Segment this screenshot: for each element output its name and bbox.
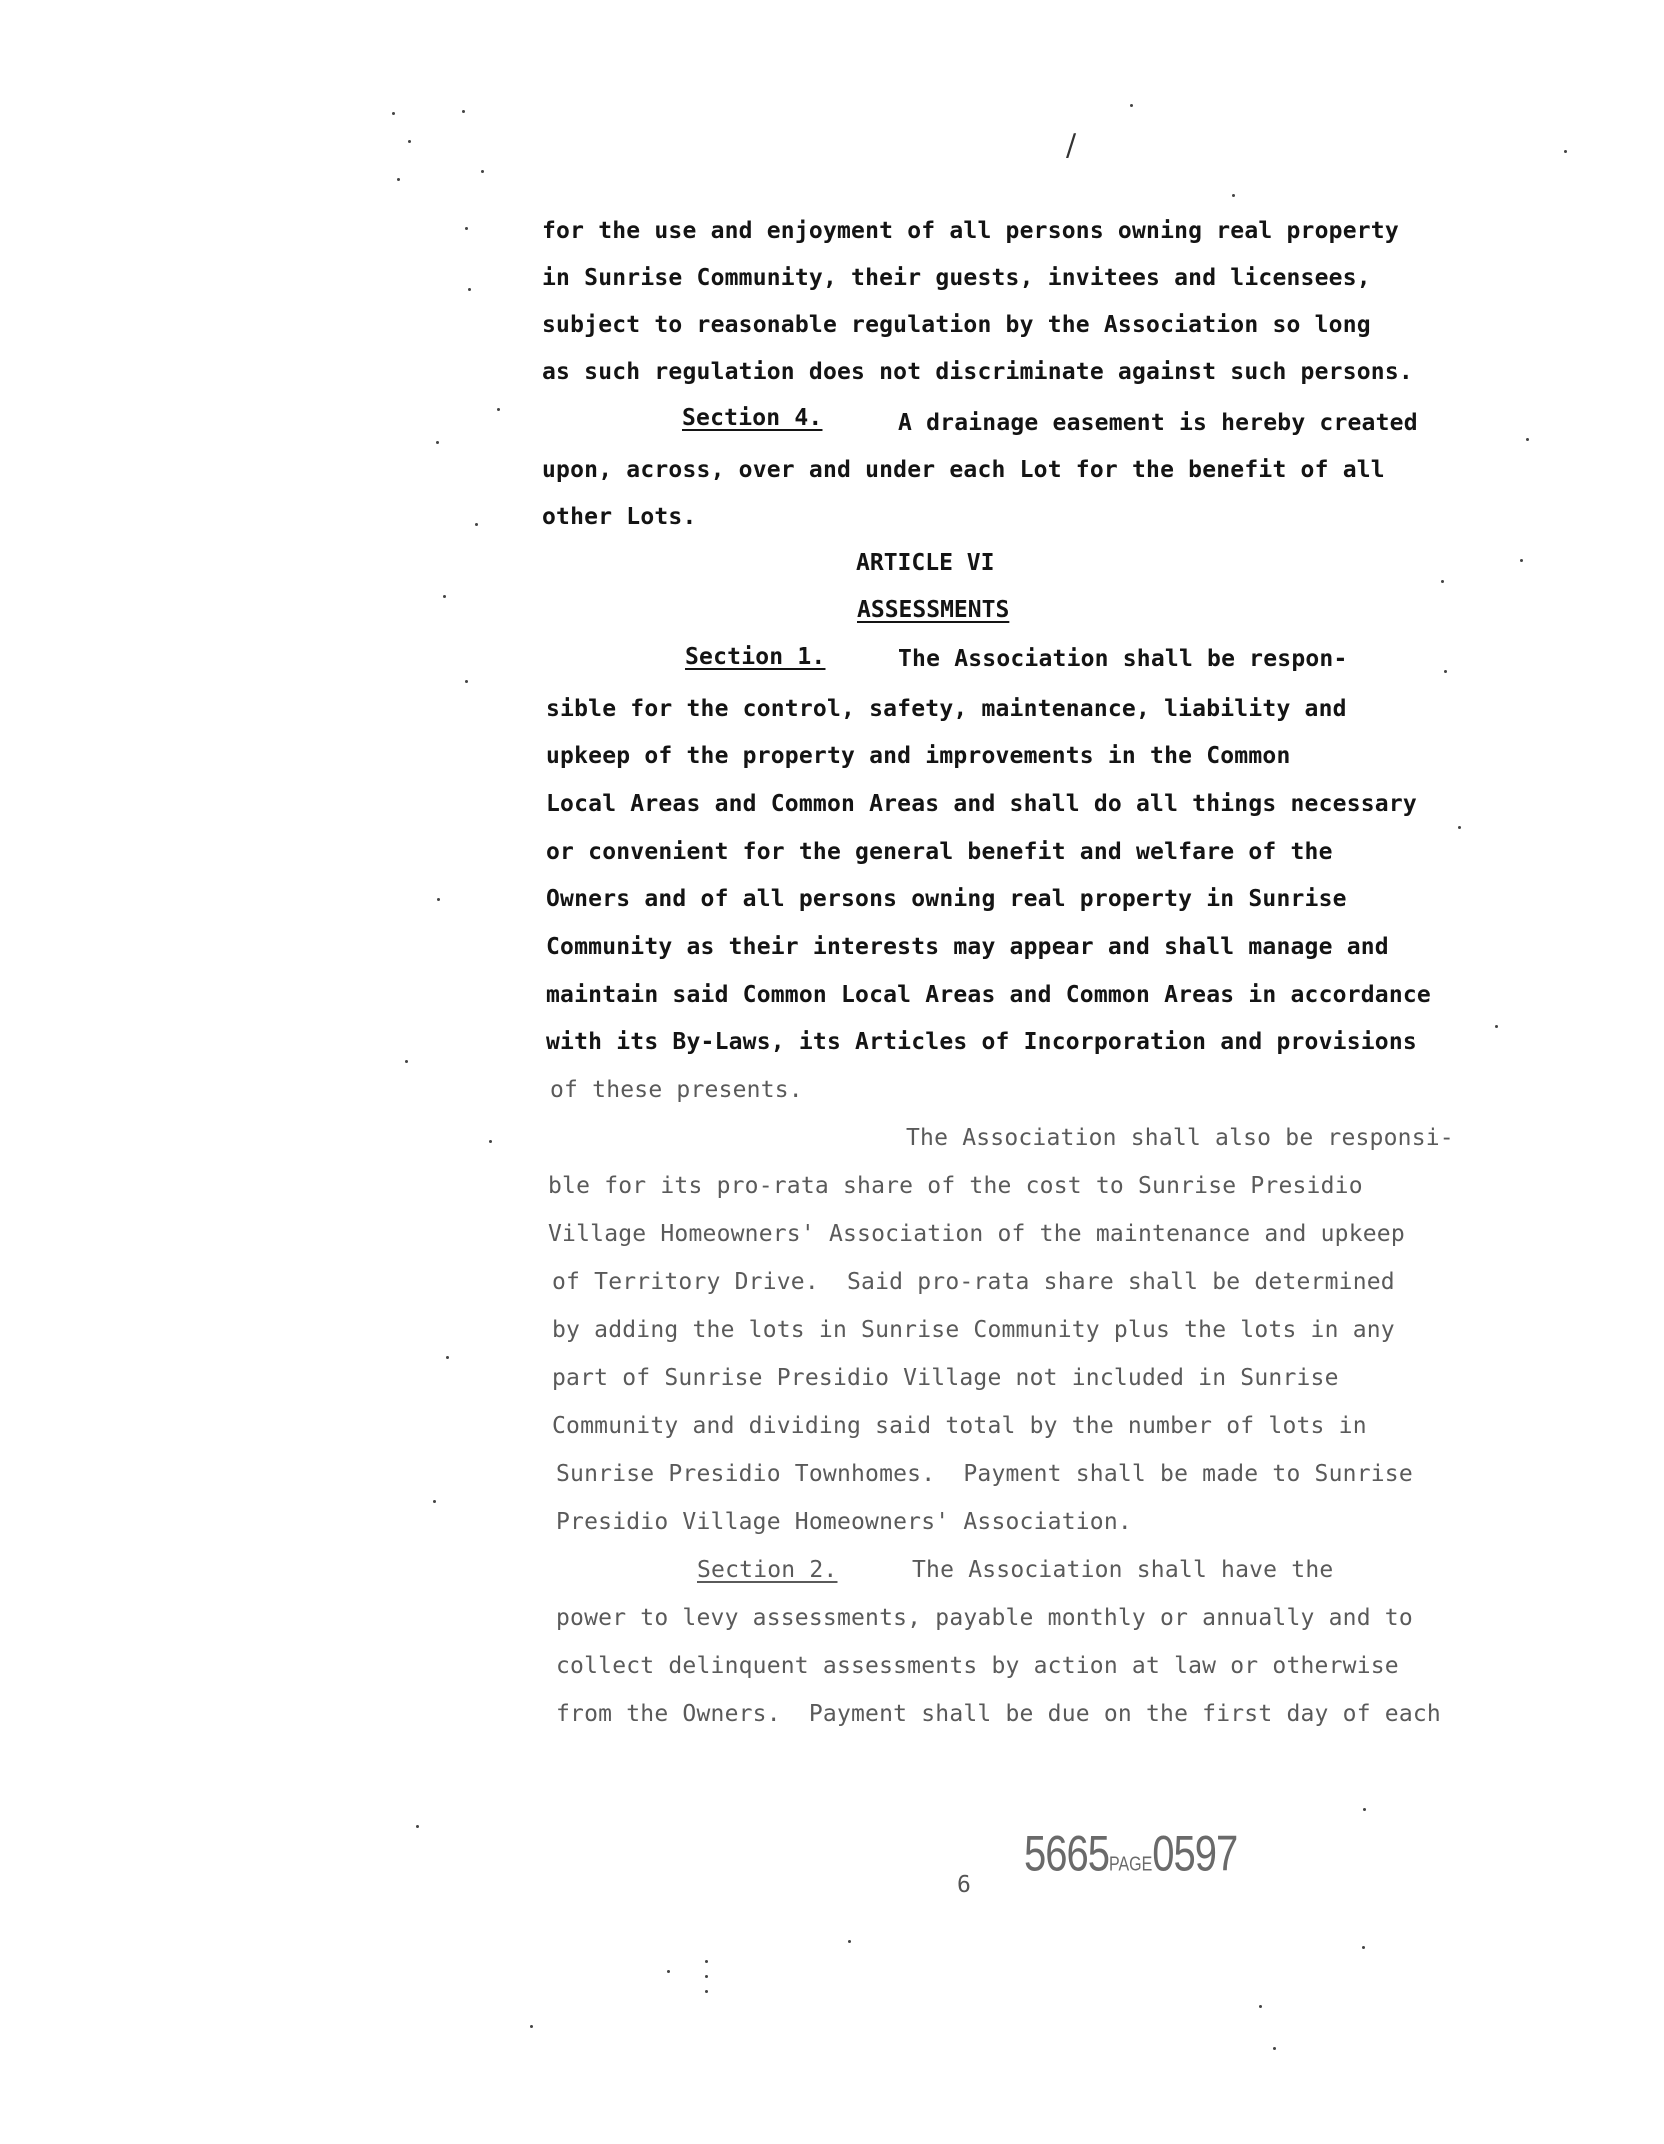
body-line: maintain said Common Local Areas and Common Areas in accordance xyxy=(546,982,1431,1008)
body-line: Sunrise Presidio Townhomes. Payment shall be made to Sunrise xyxy=(556,1461,1413,1487)
body-line: or convenient for the general benefit and welfare of the xyxy=(546,839,1333,865)
scan-speck xyxy=(1520,559,1523,562)
body-line: Owners and of all persons owning real property in Sunrise xyxy=(546,886,1347,912)
scan-speck xyxy=(1130,104,1133,107)
section-1-first-line: The Association shall be respon- xyxy=(898,646,1348,672)
body-line: Community as their interests may appear and shall manage and xyxy=(546,934,1389,960)
body-line: part of Sunrise Presidio Village not included in Sunrise xyxy=(552,1365,1339,1391)
scan-speck xyxy=(1444,670,1447,673)
body-line: ble for its pro-rata share of the cost to Sunrise Presidio xyxy=(548,1173,1363,1199)
scan-speck xyxy=(1362,1946,1365,1949)
scan-speck xyxy=(475,523,478,526)
body-line: of Territory Drive. Said pro-rata share shall be determined xyxy=(552,1269,1395,1295)
scan-speck xyxy=(1564,150,1567,153)
article-subtitle: ASSESSMENTS xyxy=(857,597,1010,623)
scan-speck xyxy=(465,680,468,683)
section-1-label: Section 1. xyxy=(685,644,826,670)
body-line: upkeep of the property and improvements in the Common xyxy=(546,743,1291,769)
scan-speck xyxy=(468,288,471,291)
scan-speck xyxy=(1458,826,1461,829)
scan-speck xyxy=(497,408,500,411)
body-line: other Lots. xyxy=(542,504,697,530)
body-line: of these presents. xyxy=(550,1077,803,1103)
section-2-first-line: The Association shall have the xyxy=(912,1557,1334,1583)
scan-speck xyxy=(1232,194,1235,197)
scan-speck xyxy=(1526,438,1529,441)
scan-speck xyxy=(443,595,446,598)
scan-speck xyxy=(433,1500,436,1503)
scan-speck xyxy=(705,1990,708,1993)
scan-speck xyxy=(489,1140,492,1143)
scan-speck xyxy=(462,110,465,113)
book-page-stamp xyxy=(1024,1827,1237,1883)
body-line: Local Areas and Common Areas and shall do all things necessary xyxy=(546,791,1417,817)
insert-first-line: The Association shall also be responsi- xyxy=(906,1125,1454,1151)
scan-speck xyxy=(705,1960,708,1963)
scan-speck xyxy=(397,178,400,181)
scan-speck xyxy=(446,1356,449,1359)
book-number: 5665 xyxy=(1024,1826,1109,1882)
scan-speck xyxy=(1259,2005,1262,2008)
body-line: by adding the lots in Sunrise Community plus the lots in any xyxy=(552,1317,1395,1343)
body-line: power to levy assessments, payable monthly or annually and to xyxy=(556,1605,1413,1631)
body-line: upon, across, over and under each Lot for the benefit of all xyxy=(542,457,1385,483)
scan-speck xyxy=(436,441,439,444)
scan-speck xyxy=(437,898,440,901)
body-line: for the use and enjoyment of all persons owning real property xyxy=(542,218,1399,244)
body-line: as such regulation does not discriminate against such persons. xyxy=(542,359,1413,385)
page-number: 6 xyxy=(957,1872,971,1898)
stamp-page-number: 0597 xyxy=(1152,1826,1238,1882)
section-4-first-line: A drainage easement is hereby created xyxy=(898,410,1418,436)
section-4-label: Section 4. xyxy=(682,405,823,431)
scan-speck xyxy=(405,1060,408,1063)
scan-speck xyxy=(848,1940,851,1943)
scan-speck xyxy=(1441,580,1444,583)
body-line: collect delinquent assessments by action at law or otherwise xyxy=(556,1653,1399,1679)
body-line: in Sunrise Community, their guests, invitees and licensees, xyxy=(542,265,1371,291)
top-mark: / xyxy=(1066,128,1077,163)
body-line: from the Owners. Payment shall be due on the first day of each xyxy=(556,1701,1441,1727)
scan-speck xyxy=(1363,1808,1366,1811)
article-title: ARTICLE VI xyxy=(856,550,995,576)
scan-speck xyxy=(1273,2047,1276,2050)
scan-speck xyxy=(416,1825,419,1828)
section-2-label: Section 2. xyxy=(697,1557,838,1583)
body-line: Presidio Village Homeowners' Association. xyxy=(556,1509,1132,1535)
scan-speck xyxy=(705,1975,708,1978)
body-line: Village Homeowners' Association of the maintenance and upkeep xyxy=(548,1221,1405,1247)
body-line: sible for the control, safety, maintenance, liability and xyxy=(546,696,1347,722)
body-line: subject to reasonable regulation by the Association so long xyxy=(542,312,1371,338)
body-line: with its By-Laws, its Articles of Incorporation and provisions xyxy=(546,1029,1417,1055)
page-label: PAGE xyxy=(1108,1854,1153,1876)
scan-speck xyxy=(392,112,395,115)
scan-speck xyxy=(667,1970,670,1973)
body-line: Community and dividing said total by the number of lots in xyxy=(552,1413,1367,1439)
scan-speck xyxy=(408,140,411,143)
scan-speck xyxy=(481,170,484,173)
scan-speck xyxy=(465,227,468,230)
scan-speck xyxy=(530,2025,533,2028)
scan-speck xyxy=(1495,1025,1498,1028)
